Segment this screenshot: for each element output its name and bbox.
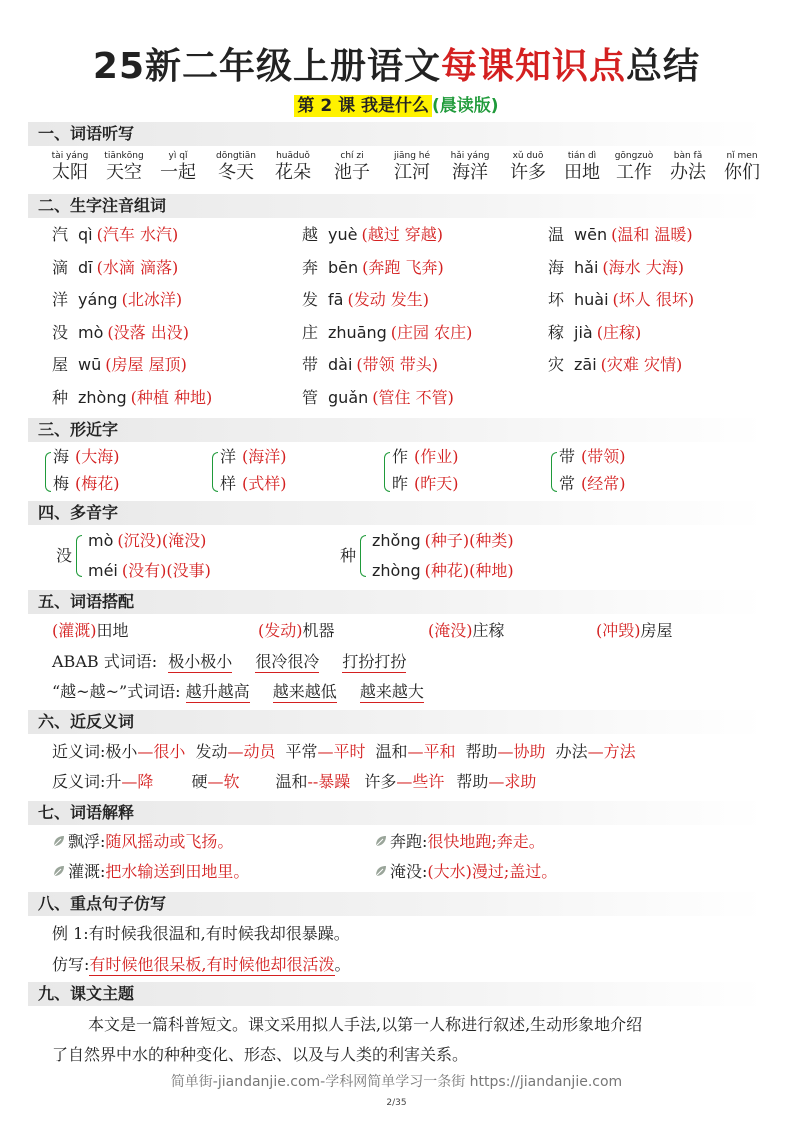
char-entry	[52, 322, 189, 344]
char-pinyin: zāi	[574, 355, 597, 374]
char-words: (灾难 灾情)	[600, 355, 683, 374]
synonym-b: 方法	[603, 742, 636, 761]
char-hanzi: 越	[302, 225, 319, 244]
similar-pair	[53, 446, 120, 468]
char-entry	[548, 224, 693, 246]
synonym-pair	[466, 742, 546, 761]
brace-icon	[76, 535, 82, 577]
explanation-def: (大水)漫过;盖过。	[427, 862, 558, 881]
vocab-word	[96, 150, 152, 184]
leaf-icon	[52, 862, 66, 876]
char-pinyin: yáng	[78, 290, 118, 309]
vocab-word	[500, 150, 556, 184]
char-pinyin: dī	[78, 257, 93, 277]
theme-line-1: 本文是一篇科普短文。课文采用拟人手法,以第一人称进行叙述,生动形象地介绍	[88, 1015, 643, 1034]
section-heading-6: 六、近反义词	[28, 710, 765, 734]
vocab-hanzi: 太阳	[52, 162, 88, 183]
char-words: (海水 大海)	[602, 257, 684, 277]
char-words: (没落 出没)	[107, 322, 189, 342]
imitation-label: 仿写:	[52, 955, 90, 974]
poly-pinyin: méi	[88, 561, 118, 580]
poly-reading	[372, 530, 514, 552]
title-part3: 总结	[626, 46, 701, 87]
collocation-noun: 庄稼	[472, 621, 505, 640]
dash: —	[407, 742, 424, 761]
char-words: (越过 穿越)	[361, 225, 444, 244]
poly-reading	[88, 560, 211, 582]
example-label: 例 1:	[52, 924, 89, 943]
char-hanzi: 发	[302, 290, 319, 309]
similar-pair	[392, 473, 459, 495]
section-heading-7: 七、词语解释	[28, 801, 765, 825]
vocab-pinyin: jiāng hé	[393, 151, 431, 161]
synonym-b: 平时	[333, 742, 366, 761]
char-entry	[52, 354, 187, 376]
explanation-item	[52, 831, 233, 853]
char-hanzi: 奔	[302, 257, 319, 277]
char-hanzi: 带	[302, 355, 319, 374]
char-hanzi: 庄	[302, 322, 319, 342]
poly-pinyin: mò	[88, 531, 114, 550]
vocab-list	[52, 150, 772, 184]
synonym-a: 办法	[555, 742, 588, 761]
similar-pair	[559, 473, 626, 495]
char-entry	[548, 354, 682, 376]
char-words: (温和 温暖)	[611, 225, 693, 244]
dash: —	[587, 742, 604, 761]
antonym-line	[52, 771, 536, 793]
vocab-hanzi: 江河	[394, 162, 430, 183]
leaf-icon	[374, 832, 388, 846]
collocation-item	[596, 620, 673, 642]
synonym-b: 平和	[423, 742, 456, 761]
vocab-pinyin: huāduǒ	[276, 151, 310, 161]
collocation-item	[258, 620, 335, 642]
section-heading-5: 五、词语搭配	[28, 590, 765, 614]
vocab-word	[265, 150, 321, 184]
vocab-pinyin: yì qǐ	[168, 151, 188, 161]
example-text: 有时候我很温和,有时候我却很暴躁。	[88, 924, 350, 943]
page-number: 2/35	[386, 1098, 407, 1108]
char-entry	[302, 387, 454, 409]
char-pinyin: huài	[574, 290, 609, 309]
char-hanzi: 洋	[52, 290, 69, 309]
vocab-pinyin: hǎi yáng	[450, 151, 490, 161]
poly-words: (种花)(种地)	[424, 561, 514, 580]
char-hanzi: 没	[52, 322, 69, 342]
synonym-a: 平常	[285, 742, 318, 761]
abab-item: 打扮打扮	[342, 652, 407, 671]
similar-pair	[220, 473, 287, 495]
char-entry	[302, 289, 429, 311]
char-entry	[548, 322, 641, 344]
char-words: (庄园 农庄)	[390, 322, 473, 342]
char-pinyin: mò	[78, 322, 104, 342]
vocab-word	[714, 150, 770, 184]
yue-item: 越来越低	[272, 682, 337, 701]
antonym-pair	[364, 772, 444, 791]
antonym-label: 反义词:	[52, 772, 106, 791]
char-pinyin: hǎi	[574, 257, 599, 277]
char-entry	[548, 289, 694, 311]
char-hanzi: 海	[548, 257, 565, 277]
antonym-b: 求助	[504, 772, 537, 791]
char-hanzi: 滴	[52, 257, 69, 277]
similar-pair	[220, 446, 287, 468]
abab-row	[52, 651, 406, 673]
similar-pair	[53, 473, 120, 495]
vocab-hanzi: 一起	[160, 162, 196, 183]
synonym-line	[52, 741, 636, 763]
synonym-pair	[285, 742, 365, 761]
explanation-word: 淹没:	[390, 862, 428, 881]
vocab-hanzi: 池子	[334, 162, 370, 183]
explanation-item	[52, 861, 249, 883]
imitation-end: 。	[334, 955, 351, 974]
antonym-pair	[456, 772, 536, 791]
collocation-verb: (发动)	[258, 621, 303, 640]
char-words: (奔跑 飞奔)	[362, 257, 444, 277]
char-entry	[52, 257, 178, 279]
poly-words: (没有)(没事)	[121, 561, 211, 580]
explanation-def: 很快地跑;奔走。	[427, 832, 545, 851]
footer-text: 简单街-jiandanjie.com-学科网简单学习一条街 https://jiandanjie.com	[170, 1074, 623, 1090]
char-words: (庄稼)	[596, 322, 642, 342]
char-hanzi: 稼	[548, 322, 565, 342]
similar-word: (式样)	[242, 474, 287, 493]
imitation-text: 有时候他很呆板,有时候他却很活泼	[89, 955, 335, 974]
explanation-item	[374, 831, 545, 853]
poly-char: 种	[340, 546, 357, 565]
char-words: (带领 带头)	[356, 355, 438, 374]
char-pinyin: jià	[574, 322, 593, 342]
section-heading-3: 三、形近字	[28, 418, 765, 442]
synonym-pair	[556, 742, 636, 761]
theme-line-2: 了自然界中水的种种变化、形态、以及与人类的利害关系。	[52, 1045, 469, 1064]
collocation-item	[52, 620, 129, 642]
char-hanzi: 灾	[548, 355, 565, 374]
abab-label: ABAB 式词语:	[52, 652, 158, 671]
title-part1: 25新二年级上册语文	[92, 46, 442, 87]
char-words: (水滴 滴落)	[96, 257, 179, 277]
vocab-pinyin: gōngzuò	[614, 151, 654, 161]
char-words: (种植 种地)	[130, 387, 213, 407]
vocab-pinyin: tiānkōng	[104, 151, 144, 161]
similar-word: (作业)	[414, 447, 459, 466]
poly-char: 没	[56, 546, 73, 565]
char-words: (发动 发生)	[347, 290, 430, 309]
explanation-def: 把水输送到田地里。	[105, 862, 250, 881]
vocab-pinyin: tián dì	[567, 151, 597, 161]
vocab-hanzi: 你们	[724, 162, 760, 183]
leaf-icon	[374, 862, 388, 876]
vocab-word	[606, 150, 662, 184]
vocab-hanzi: 天空	[106, 162, 142, 183]
antonym-b: 暴躁	[318, 772, 351, 791]
vocab-hanzi: 田地	[564, 162, 600, 183]
collocation-noun: 田地	[96, 621, 129, 640]
dash: —	[488, 772, 505, 791]
char-pinyin: zhòng	[78, 387, 127, 407]
char-entry	[548, 257, 684, 279]
brace-icon	[212, 452, 218, 492]
vocab-hanzi: 办法	[670, 162, 706, 183]
antonym-a: 温和	[275, 772, 308, 791]
char-words: (管住 不管)	[372, 387, 454, 407]
char-pinyin: wū	[78, 355, 102, 374]
synonym-label: 近义词:	[52, 742, 106, 761]
antonym-pair	[191, 772, 239, 791]
yue-label: “越~越~”式词语:	[52, 682, 181, 701]
vocab-hanzi: 工作	[616, 162, 652, 183]
antonym-a: 许多	[364, 772, 397, 791]
synonym-pair	[376, 742, 456, 761]
collocation-item	[428, 620, 505, 642]
similar-char: 带	[559, 447, 576, 466]
char-entry	[52, 387, 212, 409]
vocab-hanzi: 许多	[510, 162, 546, 183]
vocab-word	[42, 150, 98, 184]
yue-row	[52, 681, 424, 703]
section-heading-8: 八、重点句子仿写	[28, 892, 765, 916]
antonym-pair	[275, 772, 350, 791]
similar-char: 梅	[53, 474, 70, 493]
antonym-b: 些许	[412, 772, 445, 791]
char-pinyin: zhuāng	[328, 322, 387, 342]
char-words: (北冰洋)	[121, 290, 183, 309]
yue-item: 越升越高	[185, 682, 250, 701]
antonym-a: 帮助	[456, 772, 489, 791]
lesson-subtitle	[0, 91, 793, 116]
similar-word: (经常)	[581, 474, 626, 493]
title-part2: 每课知识点	[441, 46, 627, 87]
char-pinyin: bēn	[328, 257, 359, 277]
dash: —	[396, 772, 413, 791]
char-words: (坏人 很坏)	[612, 290, 695, 309]
dash: —	[227, 742, 244, 761]
vocab-word	[324, 150, 380, 184]
section-heading-9: 九、课文主题	[28, 982, 765, 1006]
dash: --	[307, 772, 319, 791]
antonym-b: 降	[137, 772, 154, 791]
vocab-word	[208, 150, 264, 184]
synonym-b: 动员	[243, 742, 276, 761]
poly-reading	[372, 560, 514, 582]
char-pinyin: fā	[328, 290, 344, 309]
vocab-word	[442, 150, 498, 184]
char-pinyin: guǎn	[328, 387, 369, 407]
vocab-pinyin: xǔ duō	[512, 151, 544, 161]
char-hanzi: 屋	[52, 355, 69, 374]
vocab-hanzi: 海洋	[452, 162, 488, 183]
char-hanzi: 汽	[52, 225, 69, 244]
char-hanzi: 坏	[548, 290, 565, 309]
collocation-noun: 房屋	[640, 621, 673, 640]
page-title	[0, 38, 793, 89]
poly-pinyin: zhòng	[372, 561, 421, 580]
synonym-b: 协助	[513, 742, 546, 761]
vocab-pinyin: dōngtiān	[216, 151, 256, 161]
similar-char: 常	[559, 474, 576, 493]
similar-word: (大海)	[75, 447, 120, 466]
synonym-a: 极小	[105, 742, 138, 761]
similar-word: (海洋)	[242, 447, 287, 466]
char-words: (汽车 水汽)	[96, 225, 179, 244]
dash: —	[137, 742, 154, 761]
vocab-pinyin: tài yáng	[51, 151, 89, 161]
vocab-word	[554, 150, 610, 184]
section-heading-2: 二、生字注音组词	[28, 194, 765, 218]
char-words: (房屋 屋顶)	[105, 355, 187, 374]
similar-word: (昨天)	[414, 474, 459, 493]
leaf-icon	[52, 832, 66, 846]
similar-char: 样	[220, 474, 237, 493]
abab-item: 很冷很冷	[255, 652, 320, 671]
vocab-word	[660, 150, 716, 184]
synonym-b: 很小	[153, 742, 186, 761]
char-entry	[302, 322, 472, 344]
similar-word: (带领)	[581, 447, 626, 466]
explanation-item	[374, 861, 557, 883]
explanation-word: 灌溉:	[68, 862, 106, 881]
collocation-verb: (灌溉)	[52, 621, 97, 640]
antonym-a: 升	[105, 772, 122, 791]
brace-icon	[45, 452, 51, 492]
similar-pair	[559, 446, 626, 468]
similar-char: 昨	[392, 474, 409, 493]
brace-icon	[551, 452, 557, 492]
similar-word: (梅花)	[75, 474, 120, 493]
collocation-verb: (淹没)	[428, 621, 473, 640]
dash: —	[317, 742, 334, 761]
vocab-word	[150, 150, 206, 184]
dash: —	[121, 772, 138, 791]
collocation-verb: (冲毁)	[596, 621, 641, 640]
vocab-hanzi: 花朵	[275, 162, 311, 183]
synonym-a: 发动	[195, 742, 228, 761]
section-heading-1: 一、词语听写	[28, 122, 765, 146]
synonym-pair	[195, 742, 275, 761]
char-entry	[52, 289, 182, 311]
abab-item: 极小极小	[168, 652, 233, 671]
char-hanzi: 管	[302, 387, 319, 407]
imitation-sentence	[52, 954, 351, 976]
char-entry	[302, 224, 443, 246]
explanation-word: 奔跑:	[390, 832, 428, 851]
dash: —	[497, 742, 514, 761]
synonym-pair	[105, 742, 185, 761]
explanation-def: 随风摇动或飞扬。	[105, 832, 234, 851]
vocab-pinyin: nǐ men	[726, 151, 758, 161]
similar-pair	[392, 446, 459, 468]
explanation-word: 飘浮:	[68, 832, 106, 851]
vocab-pinyin: chí zi	[340, 151, 364, 161]
char-pinyin: qì	[78, 225, 93, 244]
section-heading-4: 四、多音字	[28, 501, 765, 525]
brace-icon	[384, 452, 390, 492]
similar-char: 作	[392, 447, 409, 466]
lesson-name: 第 2 课 我是什么	[294, 95, 432, 117]
poly-words: (沉没)(淹没)	[117, 531, 207, 550]
vocab-pinyin: bàn fǎ	[673, 151, 703, 161]
edition-label: (晨读版)	[432, 96, 499, 116]
char-hanzi: 温	[548, 225, 565, 244]
poly-pinyin: zhǒng	[372, 531, 421, 550]
dash: —	[207, 772, 224, 791]
collocation-noun: 机器	[302, 621, 335, 640]
char-entry	[302, 354, 438, 376]
synonym-a: 温和	[375, 742, 408, 761]
synonym-a: 帮助	[465, 742, 498, 761]
antonym-a: 硬	[191, 772, 208, 791]
poly-words: (种子)(种类)	[424, 531, 514, 550]
antonym-pair	[105, 772, 153, 791]
vocab-hanzi: 冬天	[218, 162, 254, 183]
char-entry	[52, 224, 178, 246]
similar-char: 洋	[220, 447, 237, 466]
char-pinyin: yuè	[328, 225, 358, 244]
char-pinyin: wēn	[574, 225, 608, 244]
poly-reading	[88, 530, 206, 552]
similar-char: 海	[53, 447, 70, 466]
example-sentence	[52, 923, 350, 945]
vocab-word	[384, 150, 440, 184]
char-entry	[302, 257, 444, 279]
brace-icon	[360, 535, 366, 577]
char-pinyin: dài	[328, 355, 353, 374]
antonym-b: 软	[223, 772, 240, 791]
char-hanzi: 种	[52, 387, 69, 407]
yue-item: 越来越大	[359, 682, 424, 701]
